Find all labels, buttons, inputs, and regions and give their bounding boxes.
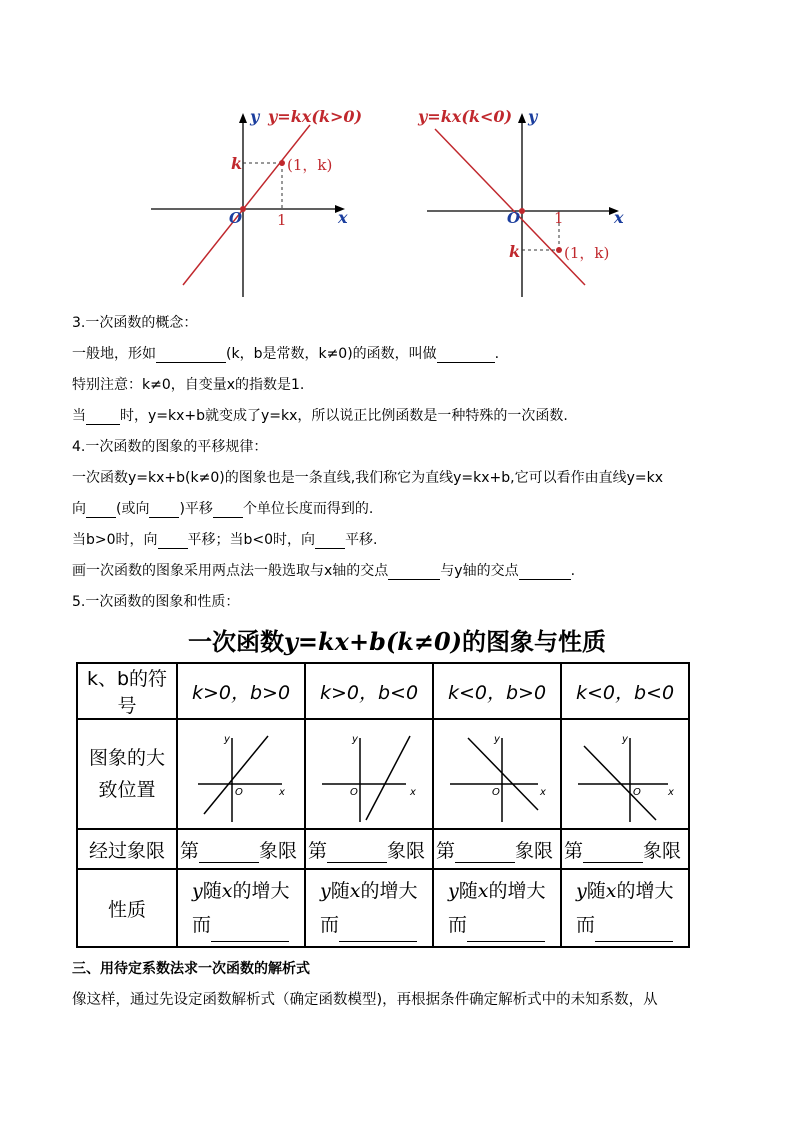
function-line [366, 736, 410, 820]
quadrant-cell [433, 829, 561, 869]
blank[interactable] [86, 503, 116, 518]
text: 象限 [259, 839, 298, 862]
tick-label: 1 [277, 211, 287, 229]
text: 随 [586, 880, 606, 902]
mini-graph-4 [570, 724, 680, 824]
text: 而 [576, 914, 596, 936]
point-label: (1，k) [564, 244, 610, 262]
mini-y: y [622, 734, 628, 745]
table-row [77, 719, 689, 829]
blank[interactable] [327, 844, 387, 863]
text: 第 [564, 839, 584, 862]
mini-y: y [224, 734, 230, 745]
section3-note: 特别注意：k≠0，自变量x的指数是1. [72, 377, 305, 393]
text: y [448, 880, 459, 902]
point-1-k [556, 247, 562, 253]
table-title [0, 622, 794, 657]
mini-graph-cell [433, 719, 561, 829]
section4-heading: 4.一次函数的图象的平移规律： [72, 439, 268, 455]
mini-x: x [279, 787, 285, 798]
mini-o: O [350, 787, 358, 798]
function-line [468, 738, 538, 810]
graph-title: y=kx(k>0) [268, 107, 363, 126]
section3-definition [72, 343, 499, 363]
text: x [221, 880, 233, 902]
blank[interactable] [595, 921, 673, 942]
row-header-sign: k、b的符号 [77, 663, 177, 719]
x-label: x [614, 208, 624, 227]
mini-graph-cell [177, 719, 305, 829]
line-y-kx [183, 125, 310, 285]
graph-title: y=kx(k<0) [418, 107, 513, 126]
text: 的增大 [360, 880, 418, 902]
blank[interactable] [213, 503, 243, 518]
y-axis-arrow [518, 113, 526, 123]
text: 随 [202, 880, 222, 902]
blank[interactable] [315, 534, 345, 549]
property-cell [305, 869, 433, 947]
col-header: k<0，b<0 [561, 663, 689, 719]
section3-special [72, 405, 568, 425]
section4-line3 [72, 529, 378, 549]
mini-y: y [494, 734, 500, 745]
quadrant-cell [305, 829, 433, 869]
mini-o: O [492, 787, 500, 798]
quadrant-cell [177, 829, 305, 869]
mini-x: x [540, 787, 546, 798]
text: 当b>0时，向 [72, 532, 158, 548]
row-header-quadrant: 经过象限 [77, 829, 177, 869]
y-axis-arrow [239, 113, 247, 123]
text: 第 [308, 839, 328, 862]
blank[interactable] [388, 565, 440, 580]
text: (k，b是常数，k≠0)的函数，叫做 [226, 346, 437, 362]
blank[interactable] [158, 534, 188, 549]
blank[interactable] [149, 503, 179, 518]
origin-label: O [507, 209, 521, 227]
text: 而 [320, 914, 340, 936]
text: 的图象与性质 [462, 628, 607, 656]
text: 一次函数 [187, 628, 284, 656]
section-three-text: 像这样，通过先设定函数解析式（确定函数模型)，再根据条件确定解析式中的未知系数，从 [72, 992, 658, 1008]
properties-table [76, 662, 690, 948]
col-header: k>0，b<0 [305, 663, 433, 719]
text: 随 [458, 880, 478, 902]
text: 第 [180, 839, 200, 862]
mini-graph-1 [186, 724, 296, 824]
blank[interactable] [519, 565, 571, 580]
section4-line1: 一次函数y=kx+b(k≠0)的图象也是一条直线,我们称它为直线y=kx+b,它可以看作由直线y=kx [72, 470, 664, 486]
text: 而 [448, 914, 468, 936]
x-label: x [338, 208, 348, 227]
mini-o: O [235, 787, 243, 798]
blank[interactable] [86, 410, 120, 425]
blank[interactable] [156, 348, 226, 363]
text: 时，y=kx+b就变成了y=kx，所以说正比例函数是一种特殊的一次函数. [120, 408, 568, 424]
line-y-kx [435, 129, 585, 285]
row-header-graph [77, 719, 177, 829]
blank[interactable] [211, 921, 289, 942]
text: . [570, 563, 576, 579]
text: )平移 [179, 501, 213, 517]
text: 的增大 [232, 880, 290, 902]
blank[interactable] [455, 844, 515, 863]
formula: y=kx+b(k≠0) [283, 627, 463, 656]
text: 向 [72, 501, 86, 517]
mini-graph-2 [314, 724, 424, 824]
property-cell [561, 869, 689, 947]
mini-graph-3 [442, 724, 552, 824]
text: x [349, 880, 361, 902]
blank[interactable] [583, 844, 643, 863]
table-row [77, 829, 689, 869]
mini-y: y [352, 734, 358, 745]
function-line [584, 746, 656, 820]
text: 一般地，形如 [72, 346, 156, 362]
text: 平移. [345, 532, 378, 548]
section3-heading: 3.一次函数的概念： [72, 315, 198, 331]
property-cell [177, 869, 305, 947]
text: . [494, 346, 500, 362]
text: 象限 [515, 839, 554, 862]
text: 象限 [387, 839, 426, 862]
point-1-k [279, 160, 285, 166]
col-header: k>0，b>0 [177, 663, 305, 719]
mini-x: x [668, 787, 674, 798]
text: 的增大 [488, 880, 546, 902]
table-row [77, 869, 689, 947]
text: 象限 [643, 839, 682, 862]
property-cell [433, 869, 561, 947]
text: 平移；当b<0时，向 [187, 532, 316, 548]
mini-graph-cell [305, 719, 433, 829]
text: 图象的大致位置 [88, 747, 165, 801]
text: 而 [192, 914, 212, 936]
blank[interactable] [339, 921, 417, 942]
section5-heading: 5.一次函数的图象和性质： [72, 594, 240, 610]
section4-line2 [72, 498, 373, 518]
k-label: k [509, 242, 521, 261]
text: 与y轴的交点 [440, 563, 519, 579]
function-line [204, 736, 268, 814]
y-label: y [528, 107, 538, 126]
blank[interactable] [437, 348, 495, 363]
origin-label: O [229, 209, 243, 227]
text: y [320, 880, 331, 902]
graph-positive-k [145, 105, 375, 300]
quadrant-cell [561, 829, 689, 869]
text: 个单位长度而得到的. [242, 501, 374, 517]
table-row [77, 663, 689, 719]
text: x [605, 880, 617, 902]
row-header-property: 性质 [77, 869, 177, 947]
mini-o: O [633, 787, 641, 798]
point-label: (1，k) [287, 156, 333, 174]
text: 当 [72, 408, 86, 424]
text: y [576, 880, 587, 902]
section4-line4 [72, 560, 575, 580]
text: x [477, 880, 489, 902]
mini-graph-cell [561, 719, 689, 829]
tick-label: 1 [554, 209, 564, 227]
text: 随 [330, 880, 350, 902]
graph-negative-k [415, 105, 645, 300]
y-label: y [250, 107, 260, 126]
section-three-heading: 三、用待定系数法求一次函数的解析式 [72, 961, 310, 977]
text: 第 [436, 839, 456, 862]
mini-x: x [410, 787, 416, 798]
text: y [192, 880, 203, 902]
text: 的增大 [616, 880, 674, 902]
text: 画一次函数的图象采用两点法一般选取与x轴的交点 [72, 563, 389, 579]
k-label: k [231, 154, 243, 173]
blank[interactable] [467, 921, 545, 942]
col-header: k<0，b>0 [433, 663, 561, 719]
text: (或向 [116, 501, 150, 517]
blank[interactable] [199, 844, 259, 863]
